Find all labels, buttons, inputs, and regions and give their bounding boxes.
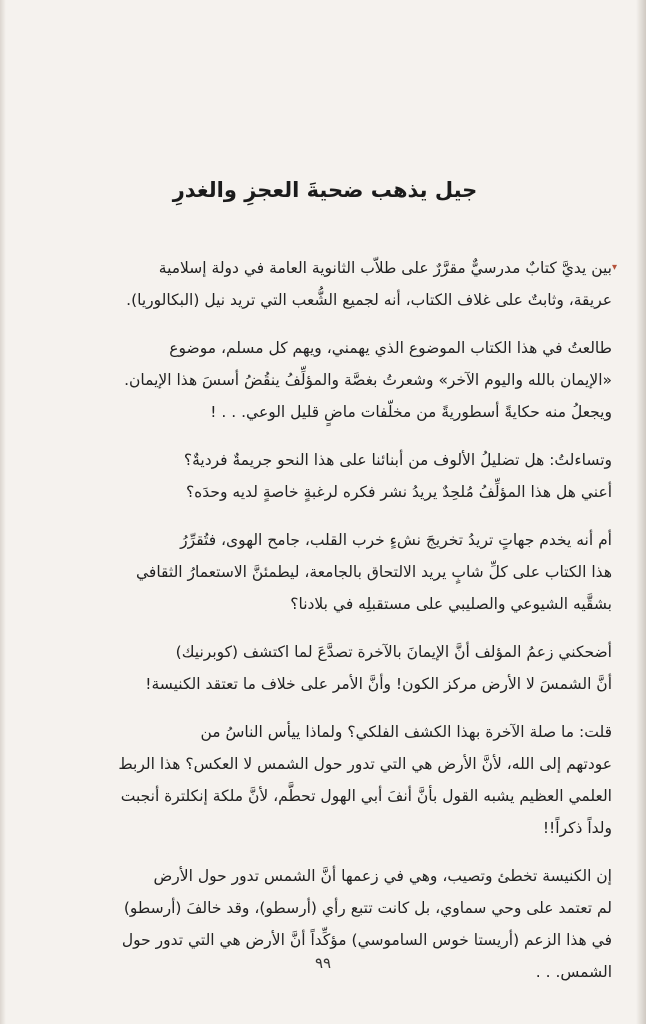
chapter-title: جيل يذهب ضحيةَ العجزِ والغدرِ — [172, 178, 478, 202]
paragraph-gap — [56, 508, 612, 524]
paragraph-line: في هذا الزعم (أريستا خوس الساموسي) مؤكِّداً أنَّ الأرض هي التي تدور حول — [121, 931, 612, 949]
paragraph-line: الشمس. . . — [535, 963, 612, 981]
paragraph-gap — [56, 700, 612, 716]
paragraph-line: قلت: ما صلة الآخرة بهذا الكشف الفلكي؟ ولماذا ييأس الناسُ من — [200, 723, 612, 741]
paragraph-line: أنَّ الشمسَ لا الأرض مركز الكون! وأنَّ الأمر على خلاف ما تعتقد الكنيسة! — [145, 675, 612, 693]
paragraph-line: أضحكني زعمُ المؤلف أنَّ الإيمانَ بالآخرة تصدَّعَ لما اكتشف (كوبرنيك) — [175, 643, 612, 661]
paragraph-line: بشقَّيه الشيوعي والصليبي على مستقبلِه في بلادنا؟ — [290, 595, 612, 613]
paragraph-line: العلمي العظيم يشبه القول بأنَّ أنفَ أبي الهول تحطَّم، لأنَّ ملكة إنكلترة أنجبت — [120, 787, 612, 805]
paragraph-line: عودتهم إلى الله، لأنَّ الأرض هي التي تدور حول الشمس لا العكس؟ هذا الربط — [118, 755, 612, 773]
paragraph-line: أعني هل هذا المؤلِّفُ مُلحِدٌ يريدُ نشر فكره لرغبةٍ خاصةٍ لديه وحدَه؟ — [185, 483, 612, 501]
paragraph-line: لم تعتمد على وحي سماوي، بل كانت تتبع رأي (أرسطو)، وقد خالفَ (أرسطو) — [123, 899, 612, 917]
body-text — [56, 252, 612, 988]
page-number: ٩٩ — [314, 954, 332, 972]
paragraph-line: بين يديَّ كتابٌ مدرسيٌّ مقرَّرٌ على طلاّب الثانوية العامة في دولة إسلامية — [158, 259, 612, 277]
paragraph-gap — [56, 620, 612, 636]
page-edge-left — [0, 0, 6, 1024]
paragraph-line: وتساءلتُ: هل تضليلُ الألوف من أبنائنا على هذا النحو جريمةٌ فرديةٌ؟ — [183, 451, 612, 469]
paragraph-line: أم أنه يخدم جهاتٍ تريدُ تخريجَ نشءٍ خرب القلب، جامح الهوى، فتُقرِّرُ — [180, 531, 612, 549]
paragraph-gap — [56, 428, 612, 444]
paragraph-line: عريقة، وثابتٌ على غلاف الكتاب، أنه لجميع الشُّعب التي تريد نيل (البكالوريا). — [126, 291, 612, 309]
paragraph-line: إن الكنيسة تخطئ وتصيب، وهي في زعمها أنَّ الشمس تدور حول الأرض — [153, 867, 612, 885]
paragraph-line: «الإيمان بالله واليوم الآخر» وشعرتُ بغصَّة والمؤلِّفُ ينقُضُ أسسَ هذا الإيمان. — [124, 371, 612, 389]
paragraph-line: طالعتُ في هذا الكتاب الموضوع الذي يهمني، ويهم كل مسلم، موضوع — [169, 339, 612, 357]
paragraph-gap — [56, 844, 612, 860]
margin-mark-icon: ▾ — [612, 262, 618, 273]
page-edge-right — [636, 0, 646, 1024]
paragraph-line: ويجعلُ منه حكايةً أسطوريةً من مخلّفات ماضٍ قليل الوعي. . . ! — [210, 403, 612, 421]
paragraph-line: هذا الكتاب على كلِّ شابٍ يريد الالتحاق بالجامعة، ليطمئنَّ الاستعمارُ الثقافي — [136, 563, 612, 581]
paragraph-line: ولداً ذكراً!! — [542, 819, 612, 837]
paragraph-gap — [56, 316, 612, 332]
